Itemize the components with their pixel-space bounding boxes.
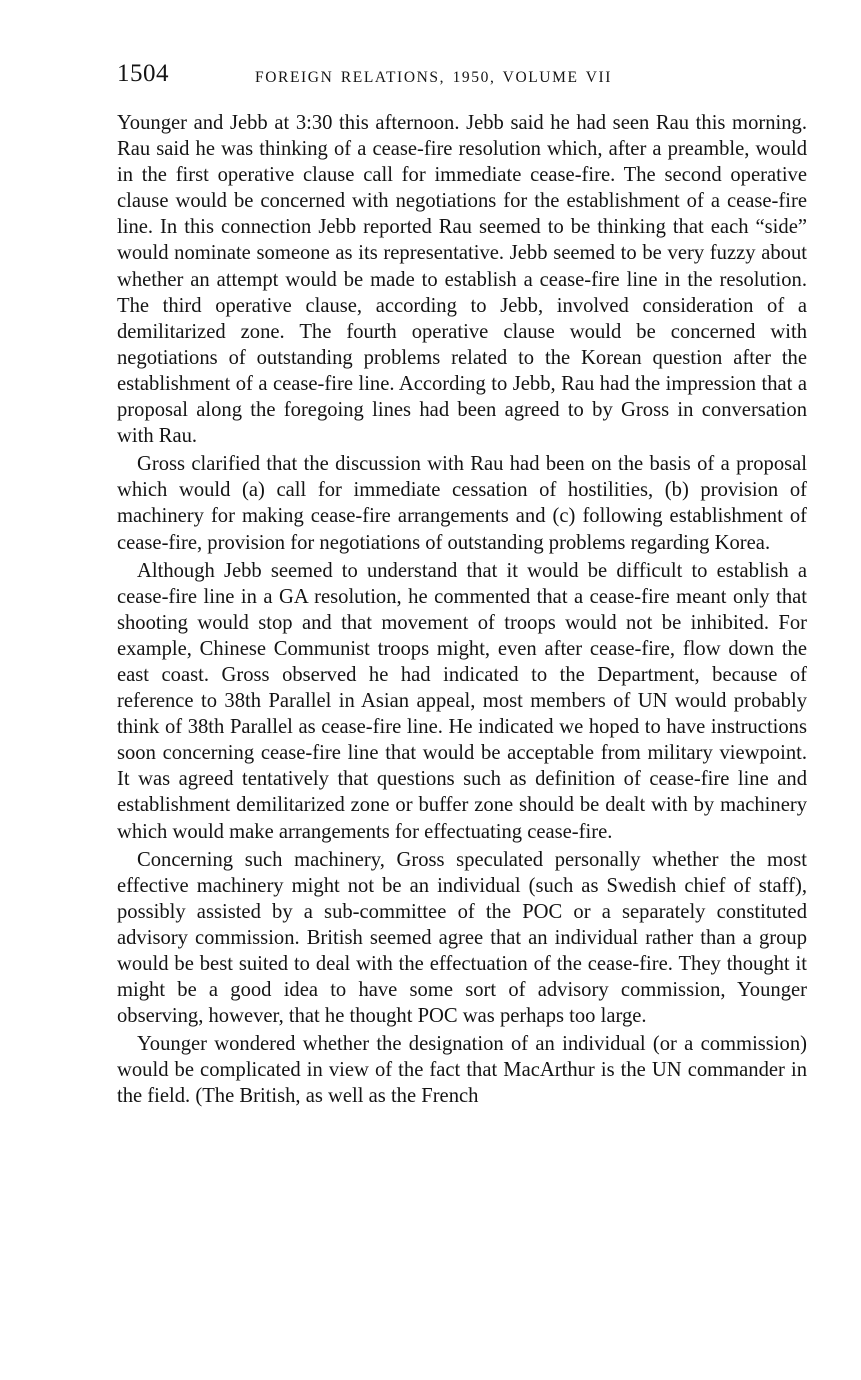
- paragraph-gross-clarified: Gross clarified that the discussion with Rau had been on the basis of a proposal which would (a) call for immediate cessation of hostilities, (b) provision of machinery for making cease-fire arrangements and (c) following establishment of cease-fire, provision for negotiations of outstanding problems regarding Korea.: [117, 453, 807, 554]
- paragraph-jebb-understand: Although Jebb seemed to understand that it would be difficult to establish a cease-fire line in a GA resolution, he commented that a cease-fire meant only that shooting would stop and that movement of troops would not be inhibited. For example, Chinese Communist troops might, even after cease-fire, flow down the east coast. Gross observed he had indicated to the Department, because of reference to 38th Parallel in Asian appeal, most members of UN would probably think of 38th Parallel as cease-fire line. He indicated we hoped to have instructions soon concerning cease-fire line that would be acceptable from military viewpoint. It was agreed tentatively that questions such as definition of cease-fire line and establishment demilitarized zone or buffer zone should be dealt with by machinery which would make arrangements for effectuating cease-fire.: [117, 559, 807, 843]
- paragraph-younger-wondered: Younger wondered whether the designation of an individual (or a commission) would be complicated in view of the fact that MacArthur is the UN commander in the field. (The British, as well as the French: [117, 1033, 807, 1108]
- page-number: 1504: [117, 60, 169, 87]
- paragraph-continued: Younger and Jebb at 3:30 this afternoon. Jebb said he had seen Rau this morning. Rau said he was thinking of a cease-fire resolution which, after a preamble, would in the first operative clause call for immediate cease-fire. The second operative clause would be concerned with negotiations for the establishment of a cease-fire line. In this connection Jebb reported Rau seemed to be thinking that each “side” would nominate someone as its representative. Jebb seemed to be very fuzzy about whether an attempt would be made to establish a cease-fire line in the resolution. The third operative clause, according to Jebb, involved consideration of a demilitarized zone. The fourth operative clause would be concerned with negotiations of outstanding problems related to the Korean question after the establishment of a cease-fire line. According to Jebb, Rau had the impression that a proposal along the foregoing lines had been agreed to by Gross in conversation with Rau.: [117, 112, 807, 448]
- body-text: [117, 110, 807, 1112]
- running-title: FOREIGN RELATIONS, 1950, VOLUME VII: [255, 69, 613, 86]
- paragraph-machinery: Concerning such machinery, Gross speculated personally whether the most effective machinery might not be an individual (such as Swedish chief of staff), possibly assisted by a sub-committee of the POC or a separately constituted advisory commission. British seemed agree that an individual rather than a group would be best suited to deal with the effectuation of the cease-fire. They thought it might be a good idea to have some sort of advisory commission, Younger observing, however, that he thought POC was perhaps too large.: [117, 848, 807, 1028]
- running-head: [117, 60, 807, 96]
